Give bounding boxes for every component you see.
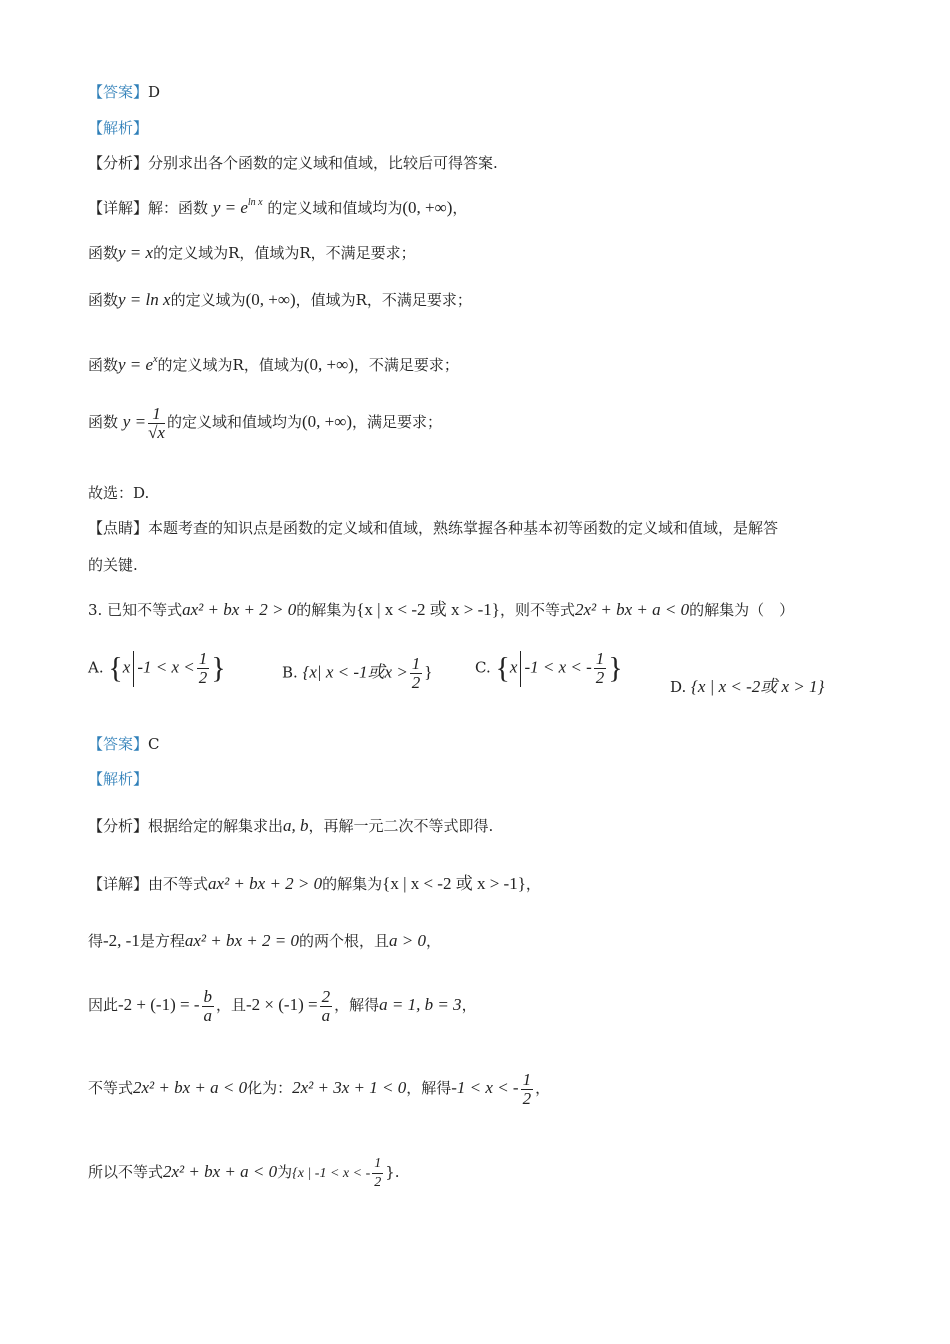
detail-text1: 由不等式 (148, 875, 209, 893)
stem-prefix: 3. 已知不等式 (88, 601, 183, 619)
q2-line2 (88, 243, 416, 263)
func-base: y = e (212, 198, 248, 217)
detail-end: ， (452, 199, 468, 217)
l5-text1: 所以不等式 (88, 1163, 164, 1181)
line5-text2: ，满足要求； (352, 413, 443, 431)
detail-tag: 【详解】 (88, 875, 149, 893)
frac-num: 1 (198, 649, 208, 668)
line2-text: 的定义域为R，值域为R，不满足要求； (153, 244, 416, 262)
line3-text1: 的定义域为 (170, 291, 246, 309)
q3-line5 (88, 1152, 400, 1194)
line5-interval: (0, +∞) (301, 412, 353, 431)
option-a[interactable] (88, 650, 226, 687)
q2-analysis-line (88, 118, 148, 138)
l3-frac2 (320, 988, 333, 1025)
line4-interval: (0, +∞) (303, 355, 354, 374)
line5-prefix: 函数 (88, 413, 119, 431)
q3-analysis-line (88, 769, 148, 789)
l3-text2: ，且 (216, 996, 247, 1014)
dianjing-text1: 本题考查的知识点是函数的定义域和值域，熟练掌握各种基本初等函数的定义域和值域，是解答 (148, 519, 779, 537)
l4-end: ， (535, 1079, 551, 1097)
line2-func: y = x (118, 243, 154, 262)
detail-ineq: ax² + bx + 2 > 0 (208, 874, 323, 893)
frac-num: b (203, 986, 212, 1006)
l5-ineq: 2x² + bx + a < 0 (163, 1162, 278, 1181)
stem-set: {x | x < -2 或 x > -1} (356, 600, 500, 619)
l4-text2: 化为： (247, 1079, 293, 1097)
l3-text3: ，解得 (334, 996, 380, 1014)
fenxi-tag: 【分析】 (88, 817, 149, 835)
fenxi-text: 分别求出各个函数的定义域和值域，比较后可得答案. (148, 154, 498, 172)
line5-lhs: y = (122, 412, 147, 431)
analysis-tag: 【解析】 (88, 119, 149, 137)
line4-text2: ，不满足要求； (353, 356, 459, 374)
line4-exp: x (153, 354, 158, 365)
option-d-set: {x | x < -2或 x > 1} (691, 677, 825, 696)
q2-detail-line (88, 193, 467, 218)
q2-answer-line (88, 82, 160, 102)
l2-text3: 的两个根，且 (298, 932, 389, 950)
dianjing-tag: 【点睛】 (88, 519, 149, 537)
stem-end: 的解集为（ ） (689, 601, 795, 619)
option-label: D. (670, 678, 687, 696)
q2-line4 (88, 350, 459, 375)
option-d[interactable] (670, 672, 824, 697)
stem-mid1: 的解集为 (296, 601, 357, 619)
l2-end: ， (425, 932, 441, 950)
detail-mid: 的定义域和值域均为 (267, 199, 403, 217)
answer-tag: 【答案】 (88, 735, 149, 753)
l4-text1: 不等式 (88, 1079, 134, 1097)
brace-right: } (211, 651, 226, 685)
line4-base: y = e (118, 355, 154, 374)
l2-text1: 得 (88, 932, 104, 950)
frac-num: 1 (595, 649, 605, 668)
option-c-var: x (509, 657, 518, 677)
l3-eq1: -2 + (-1) = - (118, 995, 200, 1014)
line3-func: y = ln x (118, 290, 171, 309)
l4-frac (521, 1071, 534, 1108)
brace-right: } (608, 651, 623, 685)
answer-tag: 【答案】 (88, 83, 149, 101)
detail-tag: 【详解】 (88, 199, 149, 217)
q3-line2 (88, 931, 441, 951)
func-exponent: ln x (247, 197, 263, 208)
frac-den: 2 (595, 668, 605, 687)
line5-fraction (148, 405, 165, 442)
choice-text: 故选：D. (88, 484, 150, 502)
l3-end: ， (461, 996, 477, 1014)
q3-detail-line (88, 874, 541, 894)
detail-end: ， (525, 875, 541, 893)
option-label: C. (475, 658, 491, 677)
l2-text2: 是方程 (139, 932, 185, 950)
answer-value: D (148, 83, 161, 101)
l3-eq2: -2 × (-1) = (246, 995, 318, 1014)
fenxi-text1: 根据给定的解集求出 (148, 817, 284, 835)
q3-fenxi-line (88, 816, 493, 836)
line4-func (118, 355, 158, 374)
l3-result: a = 1, b = 3 (379, 995, 462, 1014)
l2-roots: -2, -1 (103, 931, 140, 950)
q2-dianjing-line1 (88, 518, 778, 538)
set-bar (133, 651, 134, 687)
frac-den: 2 (522, 1088, 532, 1108)
l2-eq: ax² + bx + 2 = 0 (184, 931, 299, 950)
l5-text2: 为 (277, 1163, 293, 1181)
detail-set: {x | x < -2 或 x > -1} (382, 874, 526, 893)
line4-prefix: 函数 (88, 356, 119, 374)
option-b-set: {x| x < -1或x > (302, 662, 408, 682)
frac-den: √x (148, 422, 165, 442)
answer-value: C (148, 735, 160, 753)
option-c-frac (594, 650, 607, 687)
l4-text3: ，解得 (406, 1079, 452, 1097)
fenxi-tag: 【分析】 (88, 154, 149, 172)
fenxi-text2: ，再解一元二次不等式即得. (308, 817, 494, 835)
frac-den: 2 (411, 673, 421, 692)
l5-end: }. (385, 1163, 400, 1181)
option-c[interactable] (475, 650, 623, 687)
q2-choice-line (88, 483, 149, 503)
l2-cond: a > 0 (388, 931, 426, 950)
q3-stem (88, 600, 794, 620)
frac-num: 1 (411, 654, 421, 673)
option-a-frac (197, 650, 210, 687)
l3-text1: 因此 (88, 996, 119, 1014)
brace-left: { (495, 651, 510, 685)
interval: (0, +∞) (402, 198, 453, 217)
detail-prefix: 解：函数 (148, 199, 209, 217)
frac-num: 2 (321, 986, 331, 1006)
fenxi-vars: a, b (283, 816, 309, 835)
frac-den: a (203, 1005, 212, 1025)
analysis-tag: 【解析】 (88, 770, 149, 788)
stem-ineq2: 2x² + bx + a < 0 (574, 600, 690, 619)
frac-den: 2 (198, 668, 208, 687)
brace-left: { (108, 651, 123, 685)
line3-interval: (0, +∞) (245, 290, 296, 309)
l3-frac1 (202, 988, 215, 1025)
q2-fenxi-line (88, 153, 498, 173)
option-b[interactable] (282, 655, 432, 692)
frac-num: 1 (522, 1069, 532, 1089)
q3-line3 (88, 985, 477, 1025)
stem-mid2: ，则不等式 (499, 601, 575, 619)
frac-den: 2 (374, 1174, 382, 1190)
q2-dianjing-line2 (88, 555, 138, 575)
l4-ineq2: 2x² + 3x + 1 < 0 (292, 1078, 407, 1097)
line3-prefix: 函数 (88, 291, 119, 309)
q2-line3 (88, 290, 472, 310)
l5-frac (372, 1155, 383, 1192)
detail-text2: 的解集为 (322, 875, 383, 893)
option-label: B. (282, 663, 298, 682)
line3-text2: ，值域为R，不满足要求； (295, 291, 472, 309)
set-bar (520, 651, 521, 687)
dianjing-text2: 的关键. (88, 556, 138, 574)
func-exp-lnx (213, 198, 263, 217)
l5-set: {x | -1 < x < - (292, 1166, 371, 1181)
option-a-cond: -1 < x < (137, 657, 195, 677)
q2-line5 (88, 402, 442, 442)
frac-den: a (321, 1005, 331, 1025)
q3-answer-line (88, 734, 160, 754)
option-label: A. (88, 658, 104, 677)
line4-text1: 的定义域为R，值域为 (157, 356, 304, 374)
l4-ineq1: 2x² + bx + a < 0 (133, 1078, 248, 1097)
option-c-cond: -1 < x < - (524, 657, 592, 677)
option-b-close: } (424, 662, 433, 682)
option-b-frac (410, 655, 423, 692)
l4-sol: -1 < x < - (451, 1078, 519, 1097)
q3-line4 (88, 1068, 550, 1108)
frac-num: 1 (148, 405, 165, 424)
frac-num: 1 (372, 1155, 383, 1174)
line2-prefix: 函数 (88, 244, 119, 262)
line5-text1: 的定义域和值域均为 (166, 413, 302, 431)
stem-ineq1: ax² + bx + 2 > 0 (182, 600, 297, 619)
option-a-var: x (122, 657, 131, 677)
